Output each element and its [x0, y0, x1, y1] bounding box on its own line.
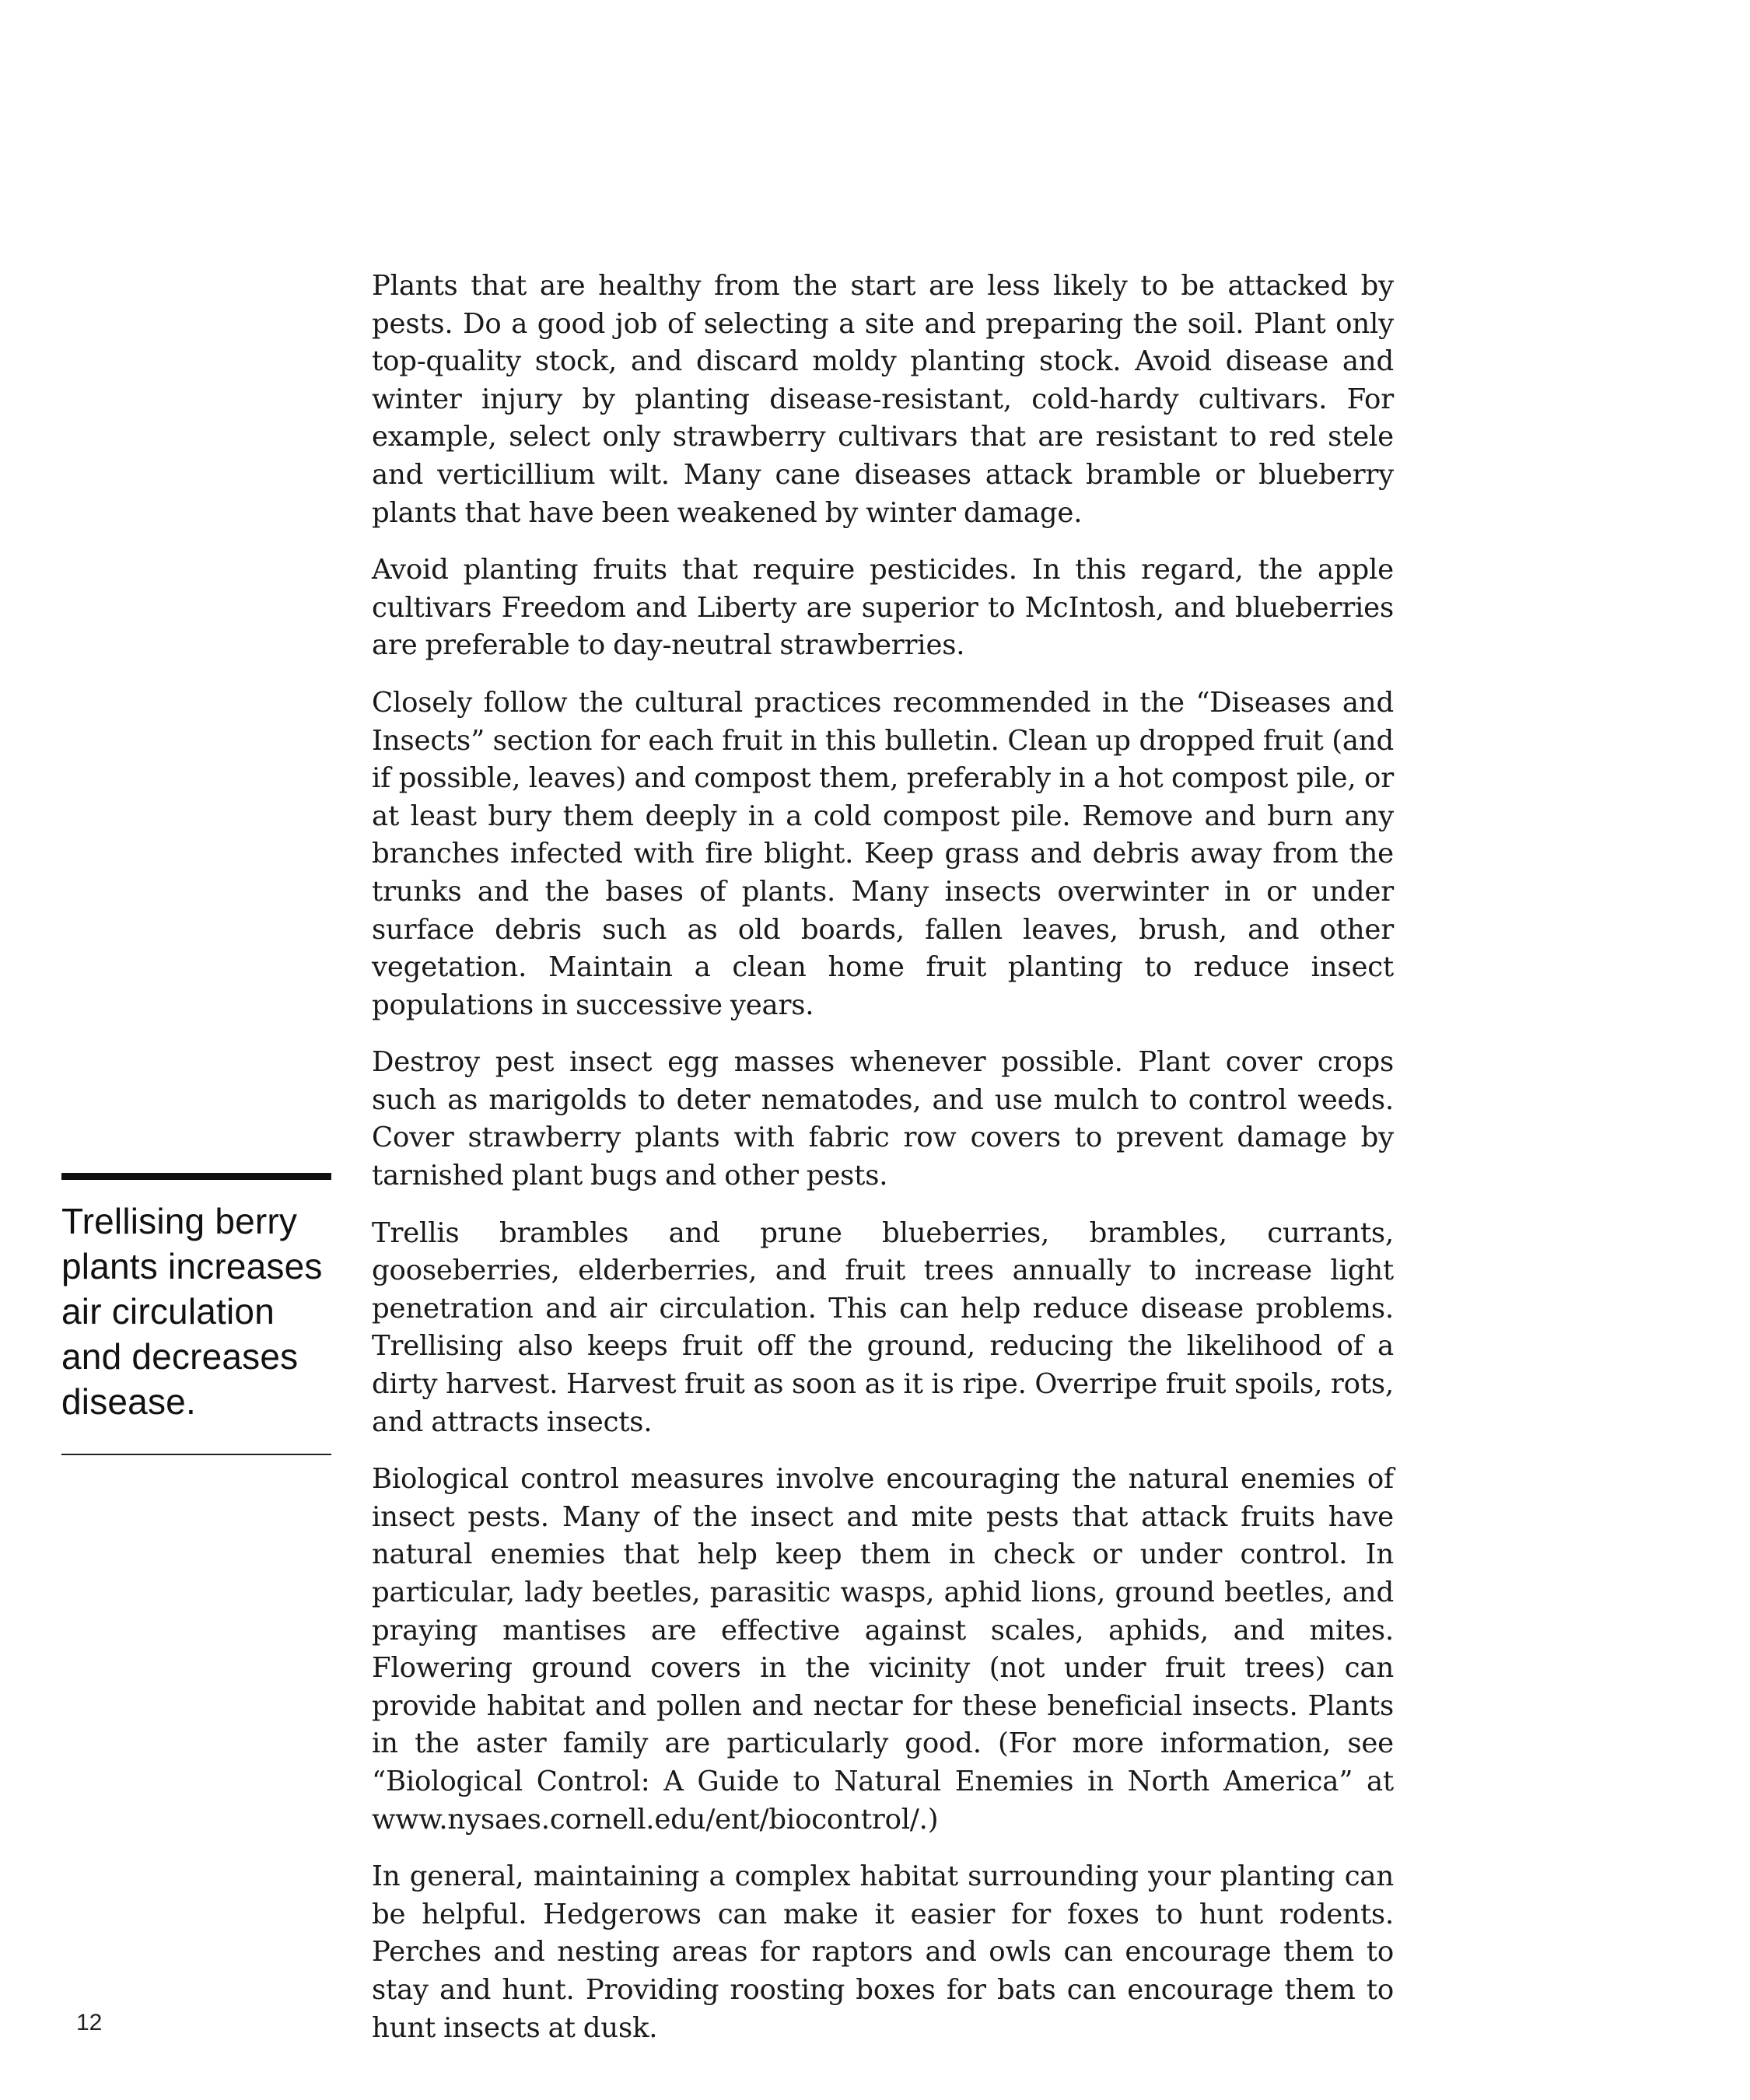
- main-text-column: [372, 268, 1394, 2067]
- callout-bottom-rule: [61, 1454, 331, 1455]
- body-paragraph: In general, maintaining a complex habitat surrounding your planting can be helpful. Hedgerows can make it easier for foxes to hunt rodents. Perches and nesting areas for raptors and owls can encourage them to stay and hunt. Providing roosting boxes for bats can encourage them to hunt insects at dusk.: [372, 1860, 1394, 2044]
- body-paragraph: Trellis brambles and prune blueberries, brambles, currants, gooseberries, elderberries, and fruit trees annually to increase light penetration and air circulation. This can help reduce disease problems. Trellising also keeps fruit off the ground, reducing the likelihood of a dirty harvest. Harvest fruit as soon as it is ripe. Overripe fruit spoils, rots, and attracts insects.: [372, 1216, 1394, 1438]
- body-paragraph: Closely follow the cultural practices recommended in the “Diseases and Insects” section for each fruit in this bulletin. Clean up dropped fruit (and if possible, leaves) and compost them, preferably in a hot compost pile, or at least bury them deeply in a cold compost pile. Remove and burn any branches infected with fire blight. Keep grass and debris away from the trunks and the bases of plants. Many insects overwinter in or under surface debris such as old boards, fallen leaves, brush, and other vegetation. Maintain a clean home fruit planting to reduce insect populations in successive years.: [372, 686, 1394, 1021]
- page-number: 12: [76, 2010, 103, 2035]
- body-paragraph: Avoid planting fruits that require pesticides. In this regard, the apple cultivars Freedom and Liberty are superior to McIntosh, and blueberries are preferable to day-neutral strawberries.: [372, 554, 1394, 662]
- callout-top-rule: [61, 1173, 331, 1180]
- sidebar-callout: [61, 1173, 331, 1455]
- body-paragraph: Biological control measures involve encouraging the natural enemies of insect pests. Many of the insect and mite pests that attack fruits have natural enemies that help keep them in check or under control. In particular, lady beetles, parasitic wasps, aphid lions, ground beetles, and praying mantises are effective against scales, aphids, and mites. Flowering ground covers in the vicinity (not under fruit trees) can provide habitat and pollen and nectar for these beneficial insects. Plants in the aster family are particularly good. (For more information, see “Biological Control: A Guide to Natural Enemies in North America” at www.nysaes.cornell.edu/ent/biocontrol/.): [372, 1463, 1394, 1836]
- body-paragraph: Plants that are healthy from the start are less likely to be attacked by pests. Do a good job of selecting a site and preparing the soil. Plant only top-quality stock, and discard moldy planting stock. Avoid disease and winter injury by planting disease-resistant, cold-hardy cultivars. For example, select only strawberry cultivars that are resistant to red stele and verticillium wilt. Many cane diseases attack bramble or blueberry plants that have been weakened by winter damage.: [372, 270, 1394, 529]
- pull-quote: Trellising berry plants increases air circulation and decreases disease.: [61, 1201, 323, 1422]
- body-paragraph: Destroy pest insect egg masses whenever possible. Plant cover crops such as marigolds to deter nematodes, and use mulch to control weeds. Cover strawberry plants with fabric row covers to prevent damage by tarnished plant bugs and other pests.: [372, 1046, 1394, 1192]
